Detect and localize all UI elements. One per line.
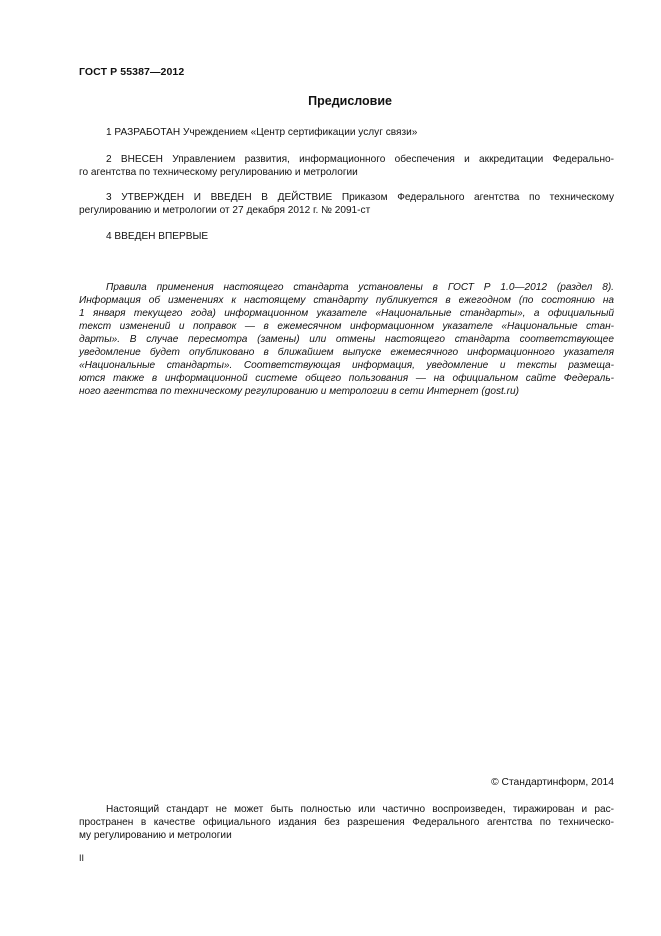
section-heading-wrapper xyxy=(79,94,614,108)
copyright-line: © Стандартинформ, 2014 xyxy=(491,777,614,788)
notice-line: дарты». В случае пересмотра (замены) или отмены настоящего стандарта соответствующее xyxy=(79,334,614,345)
footer-line: пространен в качестве официального издания без разрешения Федерального агентства по техническо- xyxy=(79,817,614,828)
application-notice xyxy=(79,281,614,398)
foreword-item-2 xyxy=(79,153,614,179)
notice-line: текст изменений и поправок — в ежемесячном информационном указателе «Национальные стан- xyxy=(79,321,614,332)
footer-line: му регулированию и метрологии xyxy=(79,830,232,841)
section-heading: Предисловие xyxy=(308,94,392,108)
notice-line: «Национальные стандарты». Соответствующая информация, уведомление и тексты размеща- xyxy=(79,360,614,371)
notice-line: уведомление будет опубликовано в ближайшем выпуске ежемесячного информационного указателя xyxy=(79,347,614,358)
notice-line: Правила применения настоящего стандарта установлены в ГОСТ Р 1.0—2012 (раздел 8). xyxy=(106,282,614,293)
page-number: II xyxy=(79,853,85,863)
reproduction-notice xyxy=(79,803,614,842)
notice-line: 1 января текущего года) информационном указателе «Национальные стандарты», а официальный xyxy=(79,308,614,319)
notice-line: Информация об изменениях к настоящему стандарту публикуется в ежегодном (по состоянию на xyxy=(79,295,614,306)
paragraph-line: 3 УТВЕРЖДЕН И ВВЕДЕН В ДЕЙСТВИЕ Приказом Федерального агентства по техническому xyxy=(106,192,614,203)
footer-line: Настоящий стандарт не может быть полностью или частично воспроизведен, тиражирован и рас- xyxy=(106,804,614,815)
paragraph-line: 1 РАЗРАБОТАН Учреждением «Центр сертификации услуг связи» xyxy=(106,127,418,138)
paragraph-line: 4 ВВЕДЕН ВПЕРВЫЕ xyxy=(106,231,209,242)
document-code: ГОСТ Р 55387—2012 xyxy=(79,66,185,78)
paragraph-line: го агентства по техническому регулированию и метрологии xyxy=(79,167,358,178)
paragraph-line: 2 ВНЕСЕН Управлением развития, информационного обеспечения и аккредитации Федерально- xyxy=(106,154,614,165)
notice-line: ются также в информационной системе общего пользования — на официальном сайте Федераль- xyxy=(79,373,614,384)
foreword-item-1 xyxy=(79,126,614,139)
paragraph-line: регулированию и метрологии от 27 декабря 2012 г. № 2091-ст xyxy=(79,205,371,216)
notice-line: ного агентства по техническому регулированию и метрологии в сети Интернет (gost.ru) xyxy=(79,386,519,397)
foreword-item-3 xyxy=(79,191,614,217)
foreword-item-4 xyxy=(79,230,614,243)
